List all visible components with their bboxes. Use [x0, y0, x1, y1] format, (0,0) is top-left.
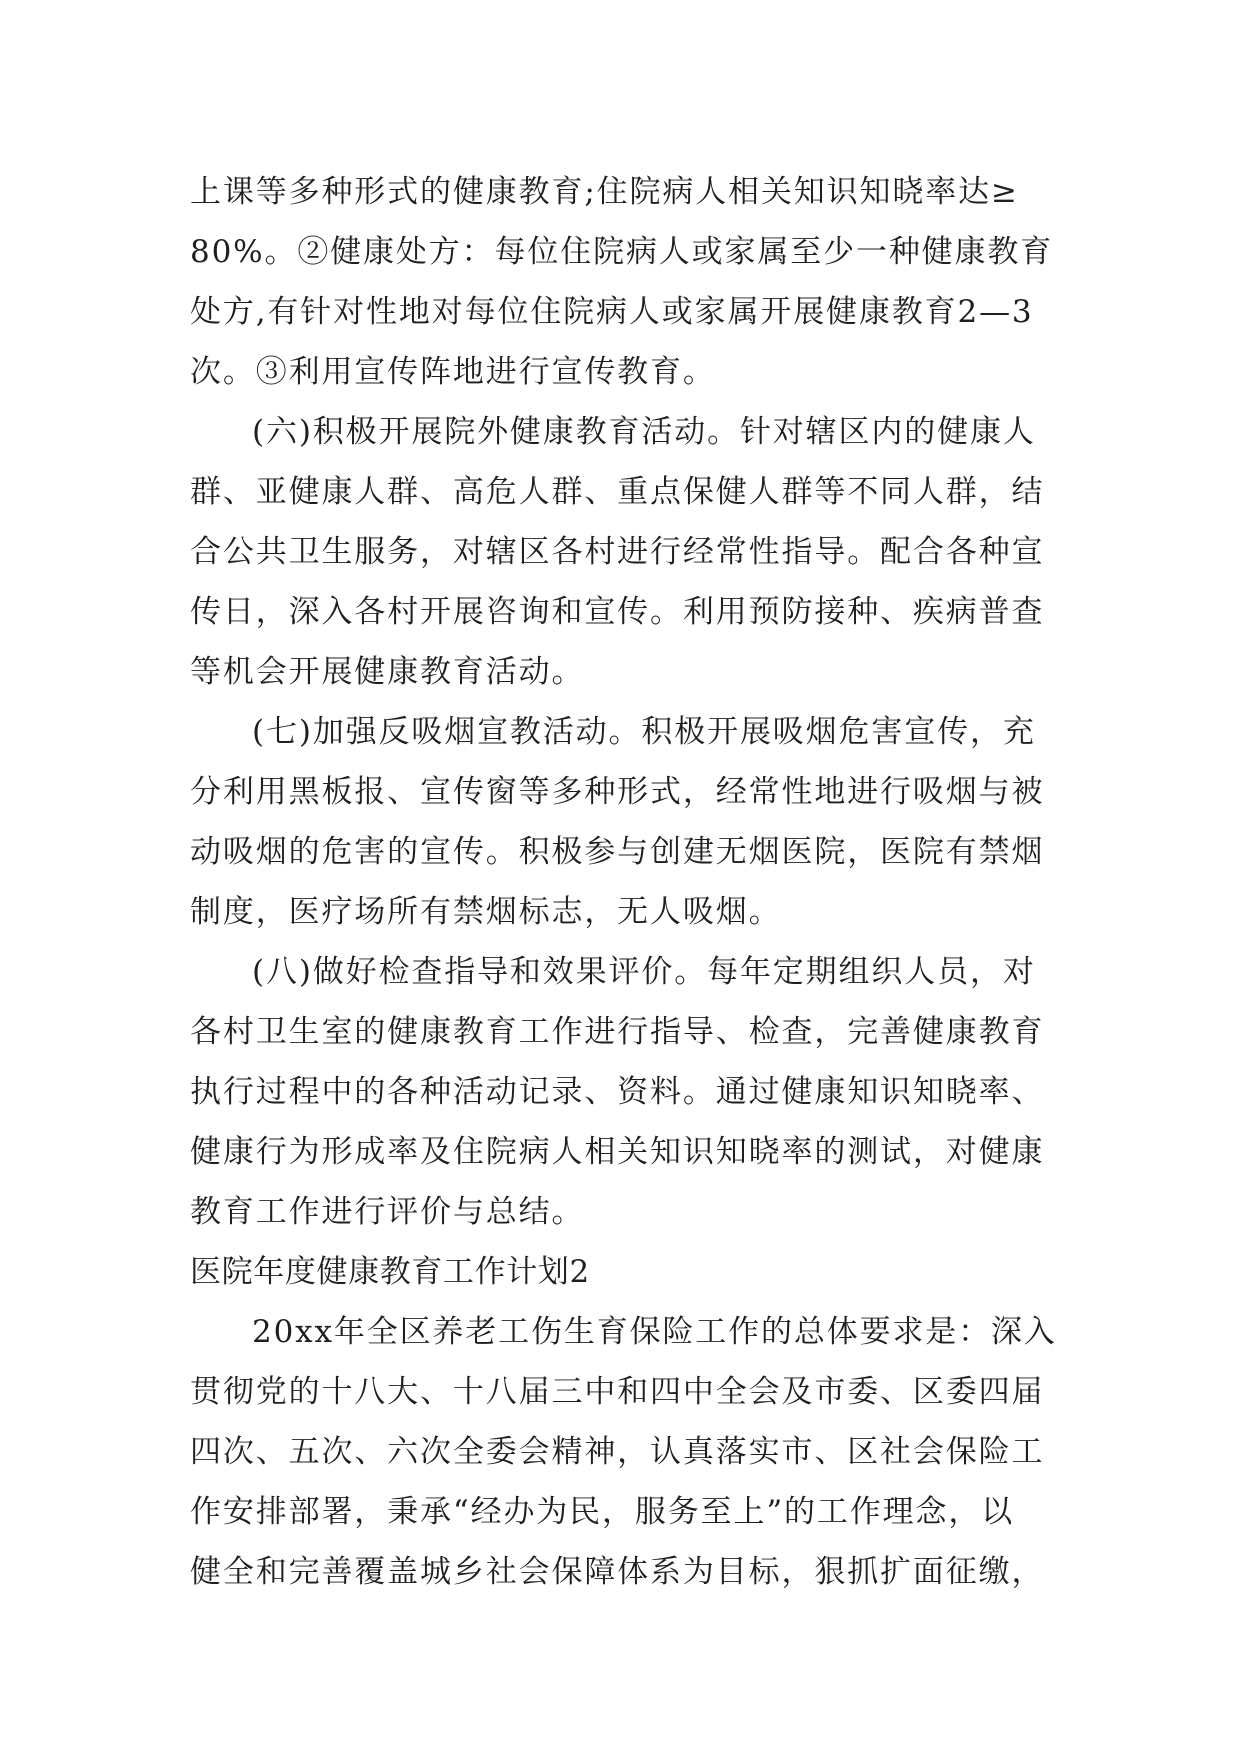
text-line: 执行过程中的各种活动记录、资料。通过健康知识知晓率、 — [190, 1074, 1045, 1110]
text-line: 传日，深入各村开展咨询和宣传。利用预防接种、疾病普查 — [190, 594, 1045, 630]
text-line: 动吸烟的危害的宣传。积极参与创建无烟医院，医院有禁烟 — [190, 834, 1045, 870]
text-line: 教育工作进行评价与总结。 — [190, 1194, 585, 1230]
text-line: 80%。②健康处方：每位住院病人或家属至少一种健康教育 — [190, 234, 1054, 270]
section-heading: 医院年度健康教育工作计划2 — [190, 1254, 590, 1290]
text-line: 分利用黑板报、宣传窗等多种形式，经常性地进行吸烟与被 — [190, 774, 1045, 810]
text-line: 各村卫生室的健康教育工作进行指导、检查，完善健康教育 — [190, 1014, 1045, 1050]
text-line: 处方,有针对性地对每位住院病人或家属开展健康教育2—3 — [190, 294, 1034, 330]
text-line: 健康行为形成率及住院病人相关知识知晓率的测试，对健康 — [190, 1134, 1045, 1170]
text-line: 群、亚健康人群、高危人群、重点保健人群等不同人群，结 — [190, 474, 1045, 510]
text-line: 合公共卫生服务，对辖区各村进行经常性指导。配合各种宣 — [190, 534, 1045, 570]
text-line: 作安排部署，秉承“经办为民，服务至上”的工作理念，以 — [190, 1494, 1015, 1530]
text-line: 四次、五次、六次全委会精神，认真落实市、区社会保险工 — [190, 1434, 1045, 1470]
paragraph-start-line: 20xx年全区养老工伤生育保险工作的总体要求是：深入 — [252, 1314, 1057, 1350]
paragraph-start-line: (六)积极开展院外健康教育活动。针对辖区内的健康人 — [252, 414, 1036, 450]
text-line: 健全和完善覆盖城乡社会保障体系为目标，狠抓扩面征缴， — [190, 1554, 1045, 1590]
text-line: 制度，医疗场所有禁烟标志，无人吸烟。 — [190, 894, 782, 930]
paragraph-start-line: (七)加强反吸烟宣教活动。积极开展吸烟危害宣传，充 — [252, 714, 1036, 750]
text-line: 等机会开展健康教育活动。 — [190, 654, 585, 690]
paragraph-start-line: (八)做好检查指导和效果评价。每年定期组织人员，对 — [252, 954, 1036, 990]
text-line: 贯彻党的十八大、十八届三中和四中全会及市委、区委四届 — [190, 1374, 1045, 1410]
text-line: 次。③利用宣传阵地进行宣传教育。 — [190, 354, 716, 390]
text-line: 上课等多种形式的健康教育;住院病人相关知识知晓率达≥ — [190, 174, 1019, 210]
document-body — [190, 162, 1062, 1602]
